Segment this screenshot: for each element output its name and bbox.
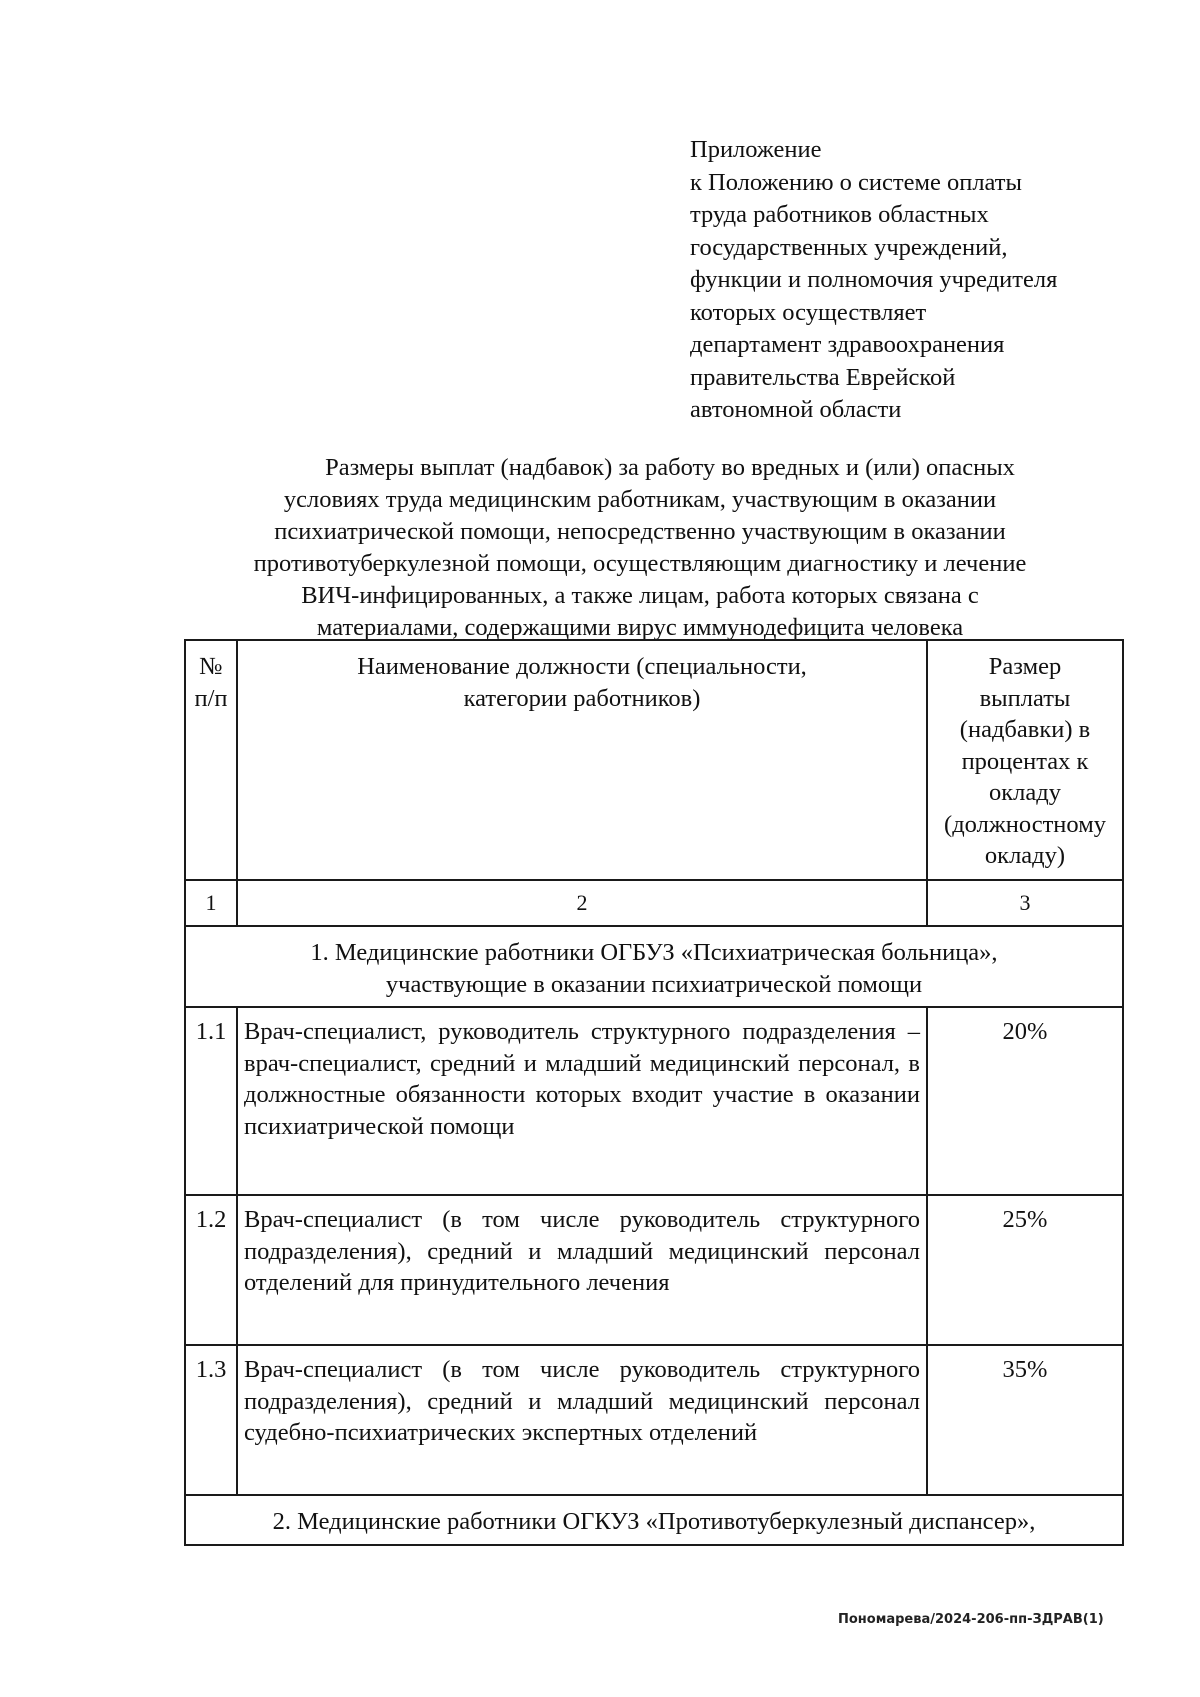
header-size-line: процентах к <box>961 747 1089 775</box>
row-percent-value: 20% <box>927 1007 1123 1195</box>
title-line: ВИЧ-инфицированных, а также лицам, работа которых связана с <box>301 582 979 609</box>
header-name-cell <box>237 640 927 880</box>
header-number-symbol: № <box>199 653 223 680</box>
appendix-block <box>690 134 1140 427</box>
appendix-line: Приложение <box>690 136 822 163</box>
title-line: Размеры выплат (надбавок) за работу во вредных и (или) опасных <box>325 454 1015 481</box>
appendix-line: государственных учреждений, <box>690 233 1008 261</box>
header-number-cell <box>185 640 237 880</box>
appendix-line: к Положению о системе оплаты <box>690 168 1022 196</box>
section-line: участвующие в оказании психиатрической помощи <box>385 970 923 998</box>
table-row <box>185 1007 1123 1195</box>
title-line: условиях труда медицинским работникам, участвующим в оказании <box>283 486 997 513</box>
section-heading-1 <box>185 926 1123 1007</box>
header-size-line: окладу) <box>984 842 1066 869</box>
section-row <box>185 926 1123 1007</box>
appendix-line: департамент здравоохранения <box>690 331 1005 358</box>
section-line: 2. Медицинские работники ОГКУЗ «Противотуберкулезный диспансер», <box>272 1508 1036 1535</box>
row-position-text: Врач-специалист, руководитель структурного подразделения – врач-специалист, средний и младший медицинский персонал, в должностные обязанности которых входит участие в оказании психиатрической помощи <box>237 1007 927 1195</box>
row-position-text: Врач-специалист (в том числе руководитель структурного подразделения), средний и младший медицинский персонал отделений для принудительного лечения <box>237 1195 927 1345</box>
column-index: 2 <box>237 880 927 926</box>
title-line: психиатрической помощи, непосредственно участвующим в оказании <box>274 518 1006 545</box>
header-size-line: Размер <box>988 653 1062 680</box>
document-title <box>190 452 1090 644</box>
header-number-abbr: п/п <box>194 684 228 712</box>
header-size-line: выплаты <box>979 684 1071 712</box>
row-percent-value: 35% <box>927 1345 1123 1495</box>
column-index-row <box>185 880 1123 926</box>
appendix-line: функции и полномочия учредителя <box>690 266 1058 293</box>
appendix-line: автономной области <box>690 396 902 423</box>
row-position-text: Врач-специалист (в том числе руководитель структурного подразделения), средний и младший медицинский персонал судебно-психиатрических экспертных отделений <box>237 1345 927 1495</box>
table-header-row <box>185 640 1123 880</box>
section-heading-2 <box>185 1495 1123 1545</box>
column-index: 1 <box>185 880 237 926</box>
header-size-cell <box>927 640 1123 880</box>
appendix-line: труда работников областных <box>690 201 989 228</box>
header-size-line: (должностному <box>944 810 1106 838</box>
row-number: 1.2 <box>185 1195 237 1345</box>
header-name-line: категории работников) <box>463 684 701 712</box>
header-name-line: Наименование должности (специальности, <box>357 653 807 680</box>
header-size-line: окладу <box>989 779 1061 806</box>
section-line: 1. Медицинские работники ОГБУЗ «Психиатрическая больница», <box>310 939 998 966</box>
table-row <box>185 1345 1123 1495</box>
title-line: материалами, содержащими вирус иммунодефицита человека <box>316 614 964 641</box>
appendix-line: которых осуществляет <box>690 298 927 326</box>
table-row <box>185 1195 1123 1345</box>
row-number: 1.3 <box>185 1345 237 1495</box>
row-percent-value: 25% <box>927 1195 1123 1345</box>
header-size-line: (надбавки) в <box>959 716 1091 743</box>
row-number: 1.1 <box>185 1007 237 1195</box>
section-row <box>185 1495 1123 1545</box>
title-line: противотуберкулезной помощи, осуществляющим диагностику и лечение <box>253 550 1027 577</box>
appendix-line: правительства Еврейской <box>690 363 956 391</box>
column-index: 3 <box>927 880 1123 926</box>
document-code-footer: Пономарева/2024-206-пп-ЗДРАВ(1) <box>838 1612 1104 1627</box>
payments-table <box>184 639 1124 1546</box>
